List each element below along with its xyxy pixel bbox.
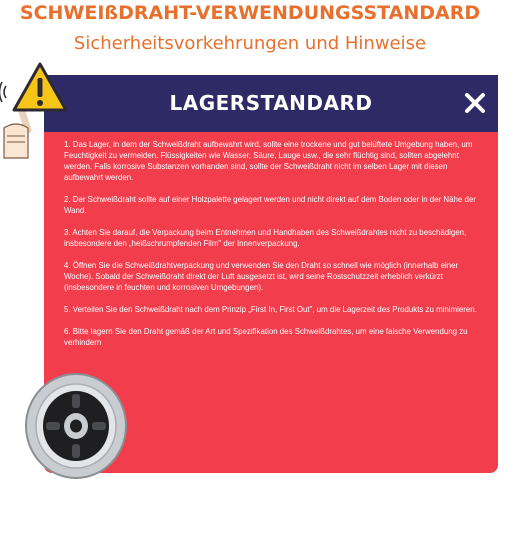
brand-name: HITBOX — [483, 511, 517, 519]
wire-spool-icon — [18, 370, 128, 479]
card-header — [44, 75, 498, 132]
registered-mark: ® — [520, 469, 527, 477]
page-subtitle: Sicherheitsvorkehrungen und Hinweise — [73, 33, 427, 54]
card-title: LAGERSTANDARD — [169, 91, 373, 115]
hitbox-logo-icon — [485, 475, 515, 509]
paragraph-5: 5. Verteilen Sie den Schweißdraht nach dem Prinzip „First In, First Out", um die Lagerzeit des Produkts zu minimieren. — [64, 305, 477, 314]
close-icon[interactable] — [462, 90, 488, 116]
paragraph-6: 6. Bitte lagern Sie den Draht gemäß der Art und Spezifikation des Schweißdrahtes, um eine falsche Verwendung zu verhindern — [64, 327, 468, 347]
warning-sign-icon — [0, 58, 70, 158]
paragraph-4: 4. Öffnen Sie die Schweißdrahtverpackung und verwenden Sie den Draht so schnell wie möglich (innerhalb einer Woche). Sobald der Schweißdraht direkt der Luft ausgesetzt ist, wird seine Rostschutzzeit erheblich verkürzt (insbesondere in feuchten und korrosiven Umgebungen). — [64, 261, 459, 292]
paragraph-1: 1. Das Lager, in dem der Schweißdraht aufbewahrt wird, sollte eine trockene und gut belüftete Umgebung haben, um Feuchtigkeit zu vermeiden. Flüssigkeiten wie Wasser, Säure, Lauge usw., die sehr flüchtig sind, sollten abgelehnt werden. Falls korrosive Substanzen vorhanden sind, sollte der Schweißdraht nicht im selben Lager mit diesen aufbewahrt werden. — [64, 140, 473, 182]
paragraph-3: 3. Achten Sie darauf, die Verpackung beim Entnehmen und Handhaben des Schweißdrahtes nicht zu beschädigen, insbesondere den „heißschrumpfenden Film" der Innenverpackung. — [64, 228, 467, 248]
page-title: SCHWEIßDRAHT-VERWENDUNGSSTANDARD — [19, 2, 481, 24]
paragraph-2: 2. Der Schweißdraht sollte auf einer Holzpalette gelagert werden und nicht direkt auf dem Boden oder in der Nähe der Wand. — [64, 195, 476, 215]
card-body — [64, 139, 484, 359]
brand-logo — [472, 469, 532, 535]
